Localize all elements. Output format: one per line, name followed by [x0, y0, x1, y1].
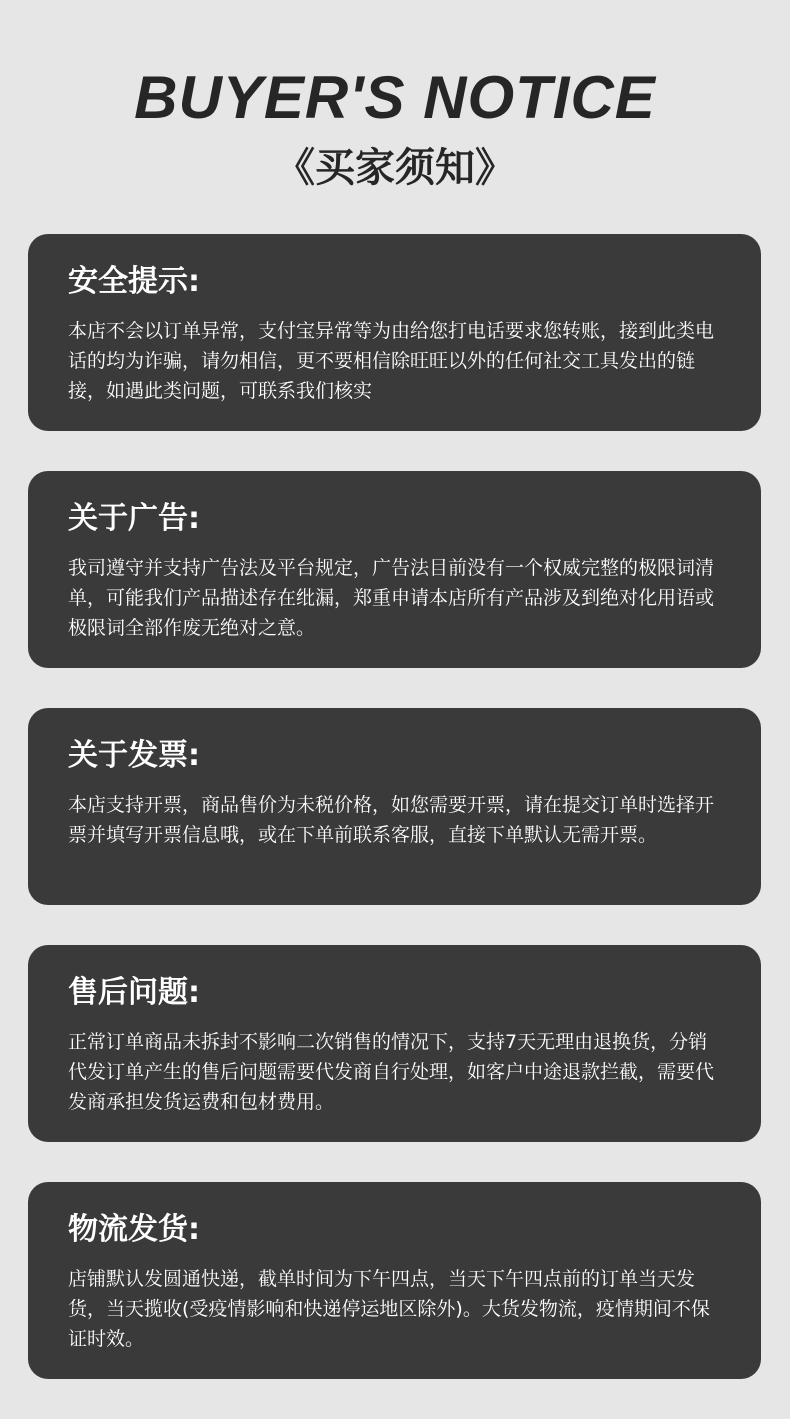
notice-card-invoice	[28, 708, 761, 905]
page-header	[0, 60, 790, 194]
notice-card-body: 我司遵守并支持广告法及平台规定，广告法目前没有一个权威完整的极限词清单，可能我们产品描述存在纰漏，郑重申请本店所有产品涉及到绝对化用语或极限词全部作废无绝对之意。	[68, 557, 715, 639]
notice-card-title: 安全提示:	[68, 264, 200, 299]
notice-card-title: 关于发票:	[68, 738, 200, 773]
notice-card-body: 店铺默认发圆通快递，截单时间为下午四点，当天下午四点前的订单当天发货，当天揽收(受疫情影响和快递停运地区除外)。大货发物流，疫情期间不保证时效。	[68, 1268, 710, 1350]
notice-card-title: 物流发货:	[68, 1212, 200, 1247]
notice-card-title: 售后问题:	[68, 975, 200, 1010]
page-title-chinese: 《买家须知》	[275, 145, 515, 191]
notice-card-title: 关于广告:	[68, 501, 200, 536]
notice-card-list	[28, 234, 761, 1419]
notice-card-security	[28, 234, 761, 431]
notice-card-logistics	[28, 1182, 761, 1379]
notice-card-body: 本店支持开票，商品售价为未税价格，如您需要开票，请在提交订单时选择开票并填写开票信息哦，或在下单前联系客服，直接下单默认无需开票。	[68, 794, 715, 846]
notice-card-after-sales	[28, 945, 761, 1142]
notice-card-advertising	[28, 471, 761, 668]
page-title-english: BUYER'S NOTICE	[134, 64, 656, 131]
notice-card-body: 本店不会以订单异常，支付宝异常等为由给您打电话要求您转账，接到此类电话的均为诈骗，请勿相信，更不要相信除旺旺以外的任何社交工具发出的链接，如遇此类问题，可联系我们核实	[68, 320, 715, 402]
notice-card-body: 正常订单商品未拆封不影响二次销售的情况下，支持7天无理由退换货，分销代发订单产生的售后问题需要代发商自行处理，如客户中途退款拦截，需要代发商承担发货运费和包材费用。	[68, 1031, 715, 1113]
